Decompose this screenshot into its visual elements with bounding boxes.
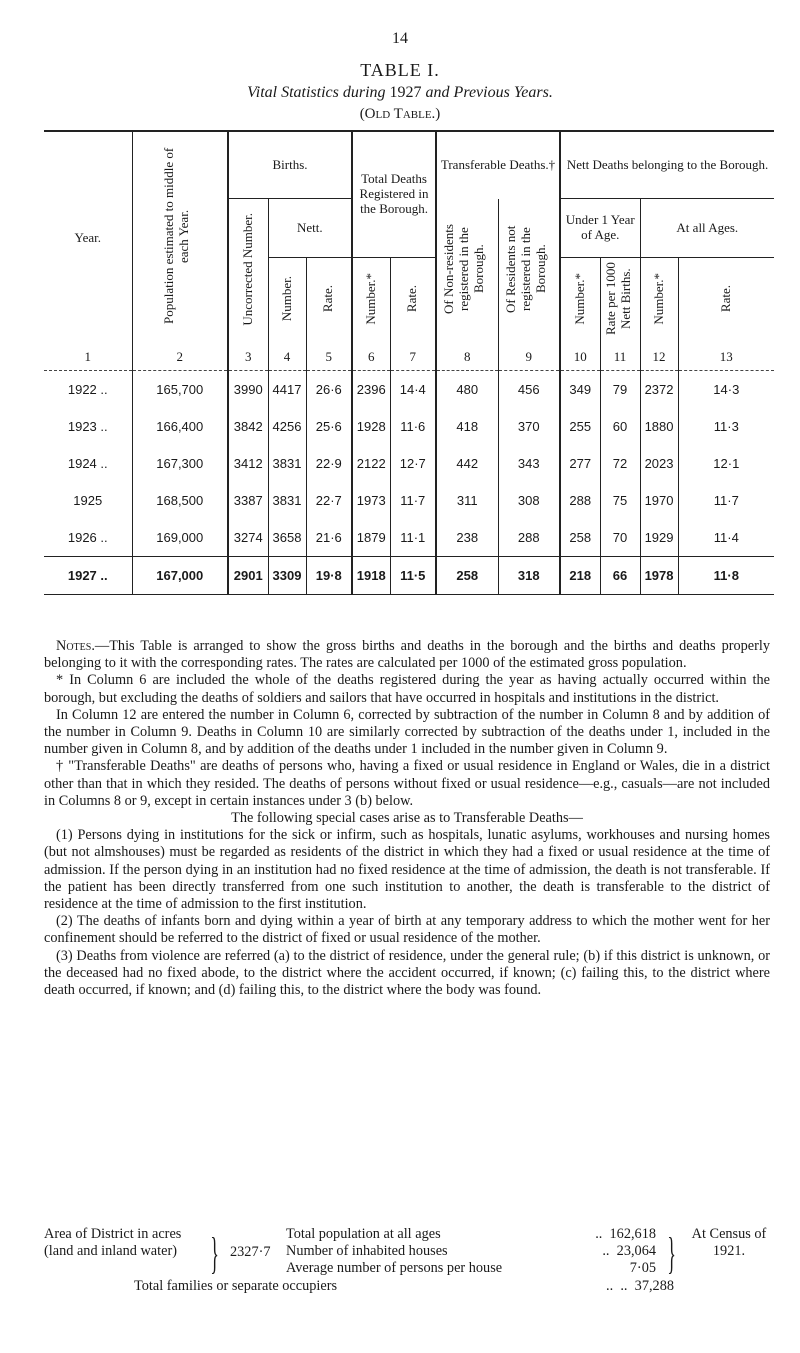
note-paragraph: (2) The deaths of infants born and dying within a year of birth at any temporary address to which the mother went for her confinement should be referred to the district of fixed or usual residence of the mother. [44,913,770,947]
cell-under1-rate: 75 [600,482,640,519]
cell-uncorrected: 3990 [228,371,268,409]
col-number: 2 [132,344,228,371]
cell-all-rate: 11·4 [678,519,774,557]
cell-under1-number: 218 [560,557,600,595]
col-number: 7 [390,344,436,371]
cell-under1-rate: 60 [600,408,640,445]
col-number: 4 [268,344,306,371]
cell-uncorrected: 2901 [228,557,268,595]
cell-nett-rate: 26·6 [306,371,352,409]
cell-under1-rate: 66 [600,557,640,595]
col-number: 6 [352,344,390,371]
cell-year: 1927 .. [44,557,132,595]
cell-non-residents: 480 [436,371,498,409]
header-under-1: Under 1 Year of Age. [560,199,640,258]
cell-nett-number: 3658 [268,519,306,557]
cell-all-rate: 11·8 [678,557,774,595]
cell-residents-not: 288 [498,519,560,557]
cell-all-number: 2023 [640,445,678,482]
cell-residents-not: 370 [498,408,560,445]
cell-all-number: 1929 [640,519,678,557]
col-number: 11 [600,344,640,371]
cell-deaths-rate: 11·7 [390,482,436,519]
cell-nett-rate: 22·7 [306,482,352,519]
census-label: At Census of 1921. [691,1226,767,1260]
brace-icon: } [210,1229,219,1278]
notes-lead: Notes. [56,638,95,654]
col-number: 3 [228,344,268,371]
subtitle-part-1: Vital Statistics during [247,84,386,101]
cell-population: 166,400 [132,408,228,445]
families-line: Total families or separate occupiers .. .. 37,288 [134,1278,674,1294]
note-paragraph: (1) Persons dying in institutions for the sick or infirm, such as hospitals, lunatic asylums, workhouses and nursing homes (but not almshouses) must be regarded as residents of the district in which they had a fixed or usual residence at the time of admission. If the person dying in an institution had no fixed residence at the time of admission, the death is not transferable. If the patient has been directly transferred from one such institution to another, the death is transferable to the district of residence at the time of admission to the first institution. [44,827,770,913]
cell-nett-rate: 21·6 [306,519,352,557]
average-line: Average number of persons per house 7·05 [286,1260,656,1277]
header-nett-deaths: Nett Deaths belonging to the Borough. [560,131,774,199]
header-non-residents: Of Non-residents registered in the Borough. [436,199,498,345]
old-table-label: (Old Table.) [359,106,441,122]
table-subtitle [0,84,800,102]
header-all-rate: Rate. [678,258,774,345]
houses-line: Number of inhabited houses .. 23,064 [286,1243,656,1260]
notes-section [44,638,770,999]
cell-deaths-number: 2122 [352,445,390,482]
cell-deaths-number: 1879 [352,519,390,557]
note-paragraph: The following special cases arise as to Transferable Deaths— [231,810,583,827]
cell-uncorrected: 3842 [228,408,268,445]
cell-population: 167,000 [132,557,228,595]
header-transferable: Transferable Deaths.† [436,131,560,199]
header-all-number: Number.* [640,258,678,345]
table-row [44,519,774,557]
cell-year: 1923 .. [67,419,108,434]
cell-non-residents: 238 [436,519,498,557]
col-number: 13 [678,344,774,371]
cell-non-residents: 311 [436,482,498,519]
population-line: Total population at all ages .. 162,618 [286,1226,656,1242]
cell-under1-number: 258 [560,519,600,557]
cell-deaths-number: 1918 [352,557,390,595]
cell-all-number: 2372 [640,371,678,409]
page-number: 14 [392,30,408,47]
header-deaths-rate: Rate. [390,258,436,345]
cell-under1-number: 288 [560,482,600,519]
subtitle-year: 1927 [389,84,422,101]
cell-residents-not: 308 [498,482,560,519]
col-number: 1 [84,348,91,364]
cell-year: 1925 [73,493,103,508]
cell-nett-number: 3309 [268,557,306,595]
note-paragraph: (3) Deaths from violence are referred (a) to the district of residence, under the general rule; (b) if this district is unknown, or the deceased had no fixed abode, to the district where the accident occurred, if known; (c) failing this, to the district where death occurred, if known; and (d) failing this, to the district where the body was found. [44,947,770,999]
col-number: 10 [560,344,600,371]
header-nett-rate: Rate. [306,258,352,345]
header-population: Population estimated to middle of each Year. [132,131,228,344]
cell-residents-not: 318 [498,557,560,595]
vital-statistics-table [44,130,774,595]
header-under1-number: Number.* [560,258,600,345]
header-all-ages: At all Ages. [640,199,774,258]
header-year: Year. [44,131,132,344]
cell-uncorrected: 3387 [228,482,268,519]
area-value: 2327·7 [230,1244,271,1260]
cell-population: 169,000 [132,519,228,557]
cell-deaths-rate: 11·6 [390,408,436,445]
cell-under1-rate: 70 [600,519,640,557]
header-residents-not: Of Residents not registered in the Borough. [498,199,560,345]
cell-all-rate: 11·7 [678,482,774,519]
cell-uncorrected: 3274 [228,519,268,557]
cell-residents-not: 343 [498,445,560,482]
cell-nett-rate: 19·8 [306,557,352,595]
cell-non-residents: 418 [436,408,498,445]
cell-all-number: 1970 [640,482,678,519]
note-paragraph: * In Column 6 are included the whole of the deaths registered during the year as having actually occurred within the borough, but excluding the deaths of soldiers and sailors that have occurred in hospitals and institutions in the district. [44,672,770,706]
cell-non-residents: 442 [436,445,498,482]
cell-deaths-number: 1973 [352,482,390,519]
cell-all-number: 1880 [640,408,678,445]
subtitle-part-2: and Previous Years. [425,84,553,101]
cell-year: 1922 .. [67,382,108,397]
cell-year: 1924 .. [67,456,108,471]
cell-all-rate: 11·3 [678,408,774,445]
note-paragraph: † "Transferable Deaths" are deaths of persons who, having a fixed or usual residence in England or Wales, die in a district other than that in which they resided. The deaths of persons without fixed or usual residence—e.g., casuals—are not included in Columns 8 or 9, except in certain instances under 3 (b) below. [44,758,770,809]
cell-nett-number: 3831 [268,482,306,519]
cell-under1-rate: 72 [600,445,640,482]
cell-nett-number: 4417 [268,371,306,409]
table-title: TABLE I. [360,60,440,80]
cell-deaths-number: 2396 [352,371,390,409]
cell-deaths-rate: 11·1 [390,519,436,557]
col-number: 5 [306,344,352,371]
table-row [44,482,774,519]
cell-under1-number: 349 [560,371,600,409]
cell-population: 165,700 [132,371,228,409]
cell-residents-not: 456 [498,371,560,409]
cell-under1-number: 277 [560,445,600,482]
header-nett-number: Number. [268,258,306,345]
header-under1-rate: Rate per 1000 Nett Births. [600,258,640,345]
table-row [44,371,774,409]
cell-all-number: 1978 [640,557,678,595]
cell-year: 1926 .. [67,530,108,545]
area-label: Area of District in acres (land and inland water) [44,1226,182,1260]
table-row [44,557,774,595]
cell-nett-number: 3831 [268,445,306,482]
note-paragraph: In Column 12 are entered the number in Column 6, corrected by subtraction of the number in Column 8 and by addition of the number in Column 9. Deaths in Column 10 are similarly corrected by subtraction of the deaths under 1, included in the number given in Column 8, and by addition of the deaths under 1 included in the number given in Column 9. [44,706,770,758]
cell-nett-rate: 25·6 [306,408,352,445]
col-number: 9 [498,344,560,371]
note-paragraph: Notes.—This Table is arranged to show the gross births and deaths in the borough and the births and deaths properly belonging to it with the corresponding rates. The rates are calculated per 1000 of the estimated gross population. [44,638,770,672]
cell-nett-number: 4256 [268,408,306,445]
census-figures [286,1226,656,1278]
cell-population: 168,500 [132,482,228,519]
cell-uncorrected: 3412 [228,445,268,482]
header-uncorrected: Uncorrected Number. [228,199,268,345]
cell-deaths-rate: 14·4 [390,371,436,409]
cell-population: 167,300 [132,445,228,482]
cell-nett-rate: 22·9 [306,445,352,482]
area-summary [44,1226,770,1336]
header-deaths-number: Number.* [352,258,390,345]
cell-deaths-rate: 11·5 [390,557,436,595]
col-number: 12 [640,344,678,371]
cell-all-rate: 14·3 [678,371,774,409]
table-row [44,445,774,482]
brace-icon: } [667,1229,676,1278]
header-total-deaths: Total Deaths Registered in the Borough. [352,131,436,258]
header-nett: Nett. [268,199,352,258]
cell-deaths-number: 1928 [352,408,390,445]
cell-deaths-rate: 12·7 [390,445,436,482]
col-number: 8 [436,344,498,371]
cell-all-rate: 12·1 [678,445,774,482]
cell-under1-rate: 79 [600,371,640,409]
table-row [44,408,774,445]
cell-non-residents: 258 [436,557,498,595]
header-births: Births. [228,131,352,199]
cell-under1-number: 255 [560,408,600,445]
